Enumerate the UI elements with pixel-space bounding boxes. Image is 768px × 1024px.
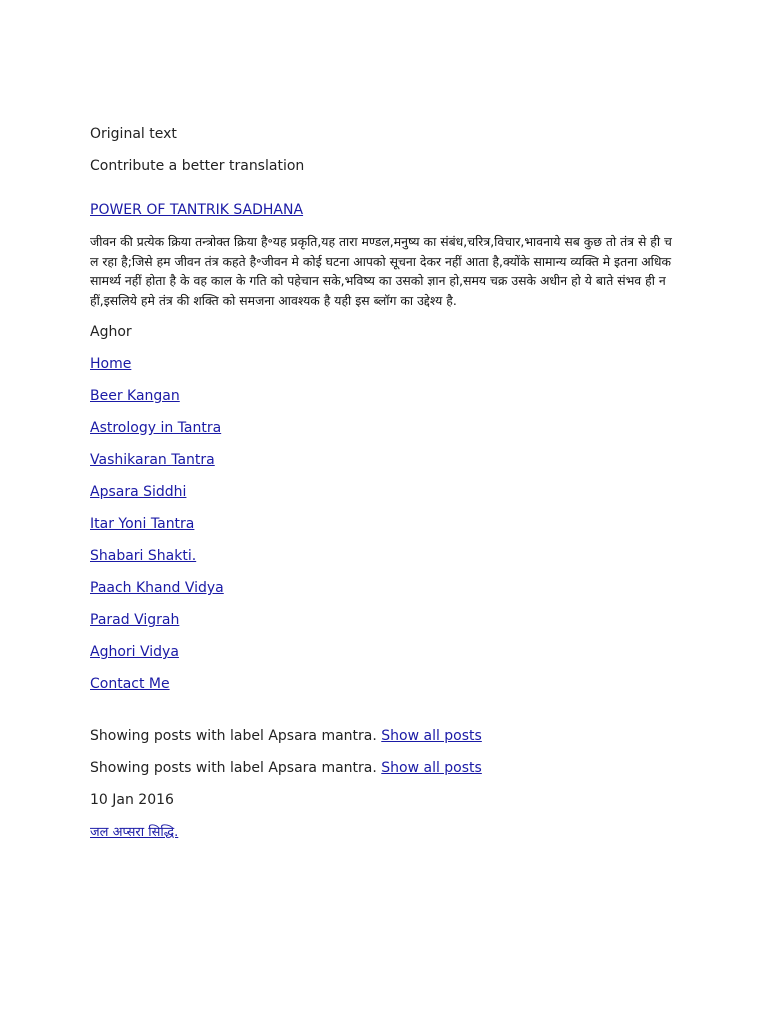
post-title-link[interactable]: जल अप्सरा सिद्धि. (90, 825, 179, 840)
blog-description: जीवन की प्रत्येक क्रिया तन्त्रोक्त क्रिया है॰यह प्रकृति,यह तारा मण्डल,मनुष्य का संबंध,चरित्र,विचार,भावनाये सब कुछ तो तंत्र से ही चल रहा है;जिसे हम जीवन तंत्र कहते है॰जीवन मे कोई घटना आपको सूचना देकर नहीं आता है,क्योंके सामान्य व्यक्ति मे इतना अधिक सामर्थ्य नहीं होता है के वह काल के गति को पहेचान सके,भविष्य का उसको ज्ञान हो,समय चक्र उसके अधीन हो ये बाते संभव ही नहीं,इसलिये हमे तंत्र की शक्ति को समजना आवश्यक है यही इस ब्लॉग का उद्देश्य है. (90, 234, 672, 308)
pages-nav (90, 354, 670, 694)
nav-link-parad-vigrah[interactable]: Parad Vigrah (90, 612, 180, 628)
page-content (90, 124, 670, 854)
blog-title-row (90, 200, 670, 220)
nav-link-apsara-siddhi[interactable]: Apsara Siddhi (90, 484, 187, 500)
original-text-label: Original text (90, 126, 177, 142)
nav-link-aghori-vidya[interactable]: Aghori Vidya (90, 644, 179, 660)
nav-link-beer-kangan[interactable]: Beer Kangan (90, 388, 180, 404)
post-title-row (90, 822, 670, 842)
label-status-text: Showing posts with label Apsara mantra. (90, 760, 382, 776)
nav-link-itar-yoni-tantra[interactable]: Itar Yoni Tantra (90, 516, 195, 532)
label-status-text: Showing posts with label Apsara mantra. (90, 728, 382, 744)
nav-link-astrology-in-tantra[interactable]: Astrology in Tantra (90, 420, 222, 436)
label-status-row (90, 758, 670, 778)
label-status-row (90, 726, 670, 746)
nav-link-paach-khand-vidya[interactable]: Paach Khand Vidya (90, 580, 224, 596)
nav-link-home[interactable]: Home (90, 356, 132, 372)
post-date: 10 Jan 2016 (90, 792, 174, 808)
blog-title-link[interactable]: POWER OF TANTRIK SADHANA (90, 202, 304, 218)
nav-link-contact-me[interactable]: Contact Me (90, 676, 170, 692)
author-label: Aghor (90, 324, 132, 340)
nav-link-vashikaran-tantra[interactable]: Vashikaran Tantra (90, 452, 215, 468)
nav-link-shabari-shakti[interactable]: Shabari Shakti. (90, 548, 197, 564)
show-all-posts-link[interactable]: Show all posts (381, 728, 482, 744)
show-all-posts-link[interactable]: Show all posts (381, 760, 482, 776)
contribute-translation-label: Contribute a better translation (90, 158, 305, 174)
